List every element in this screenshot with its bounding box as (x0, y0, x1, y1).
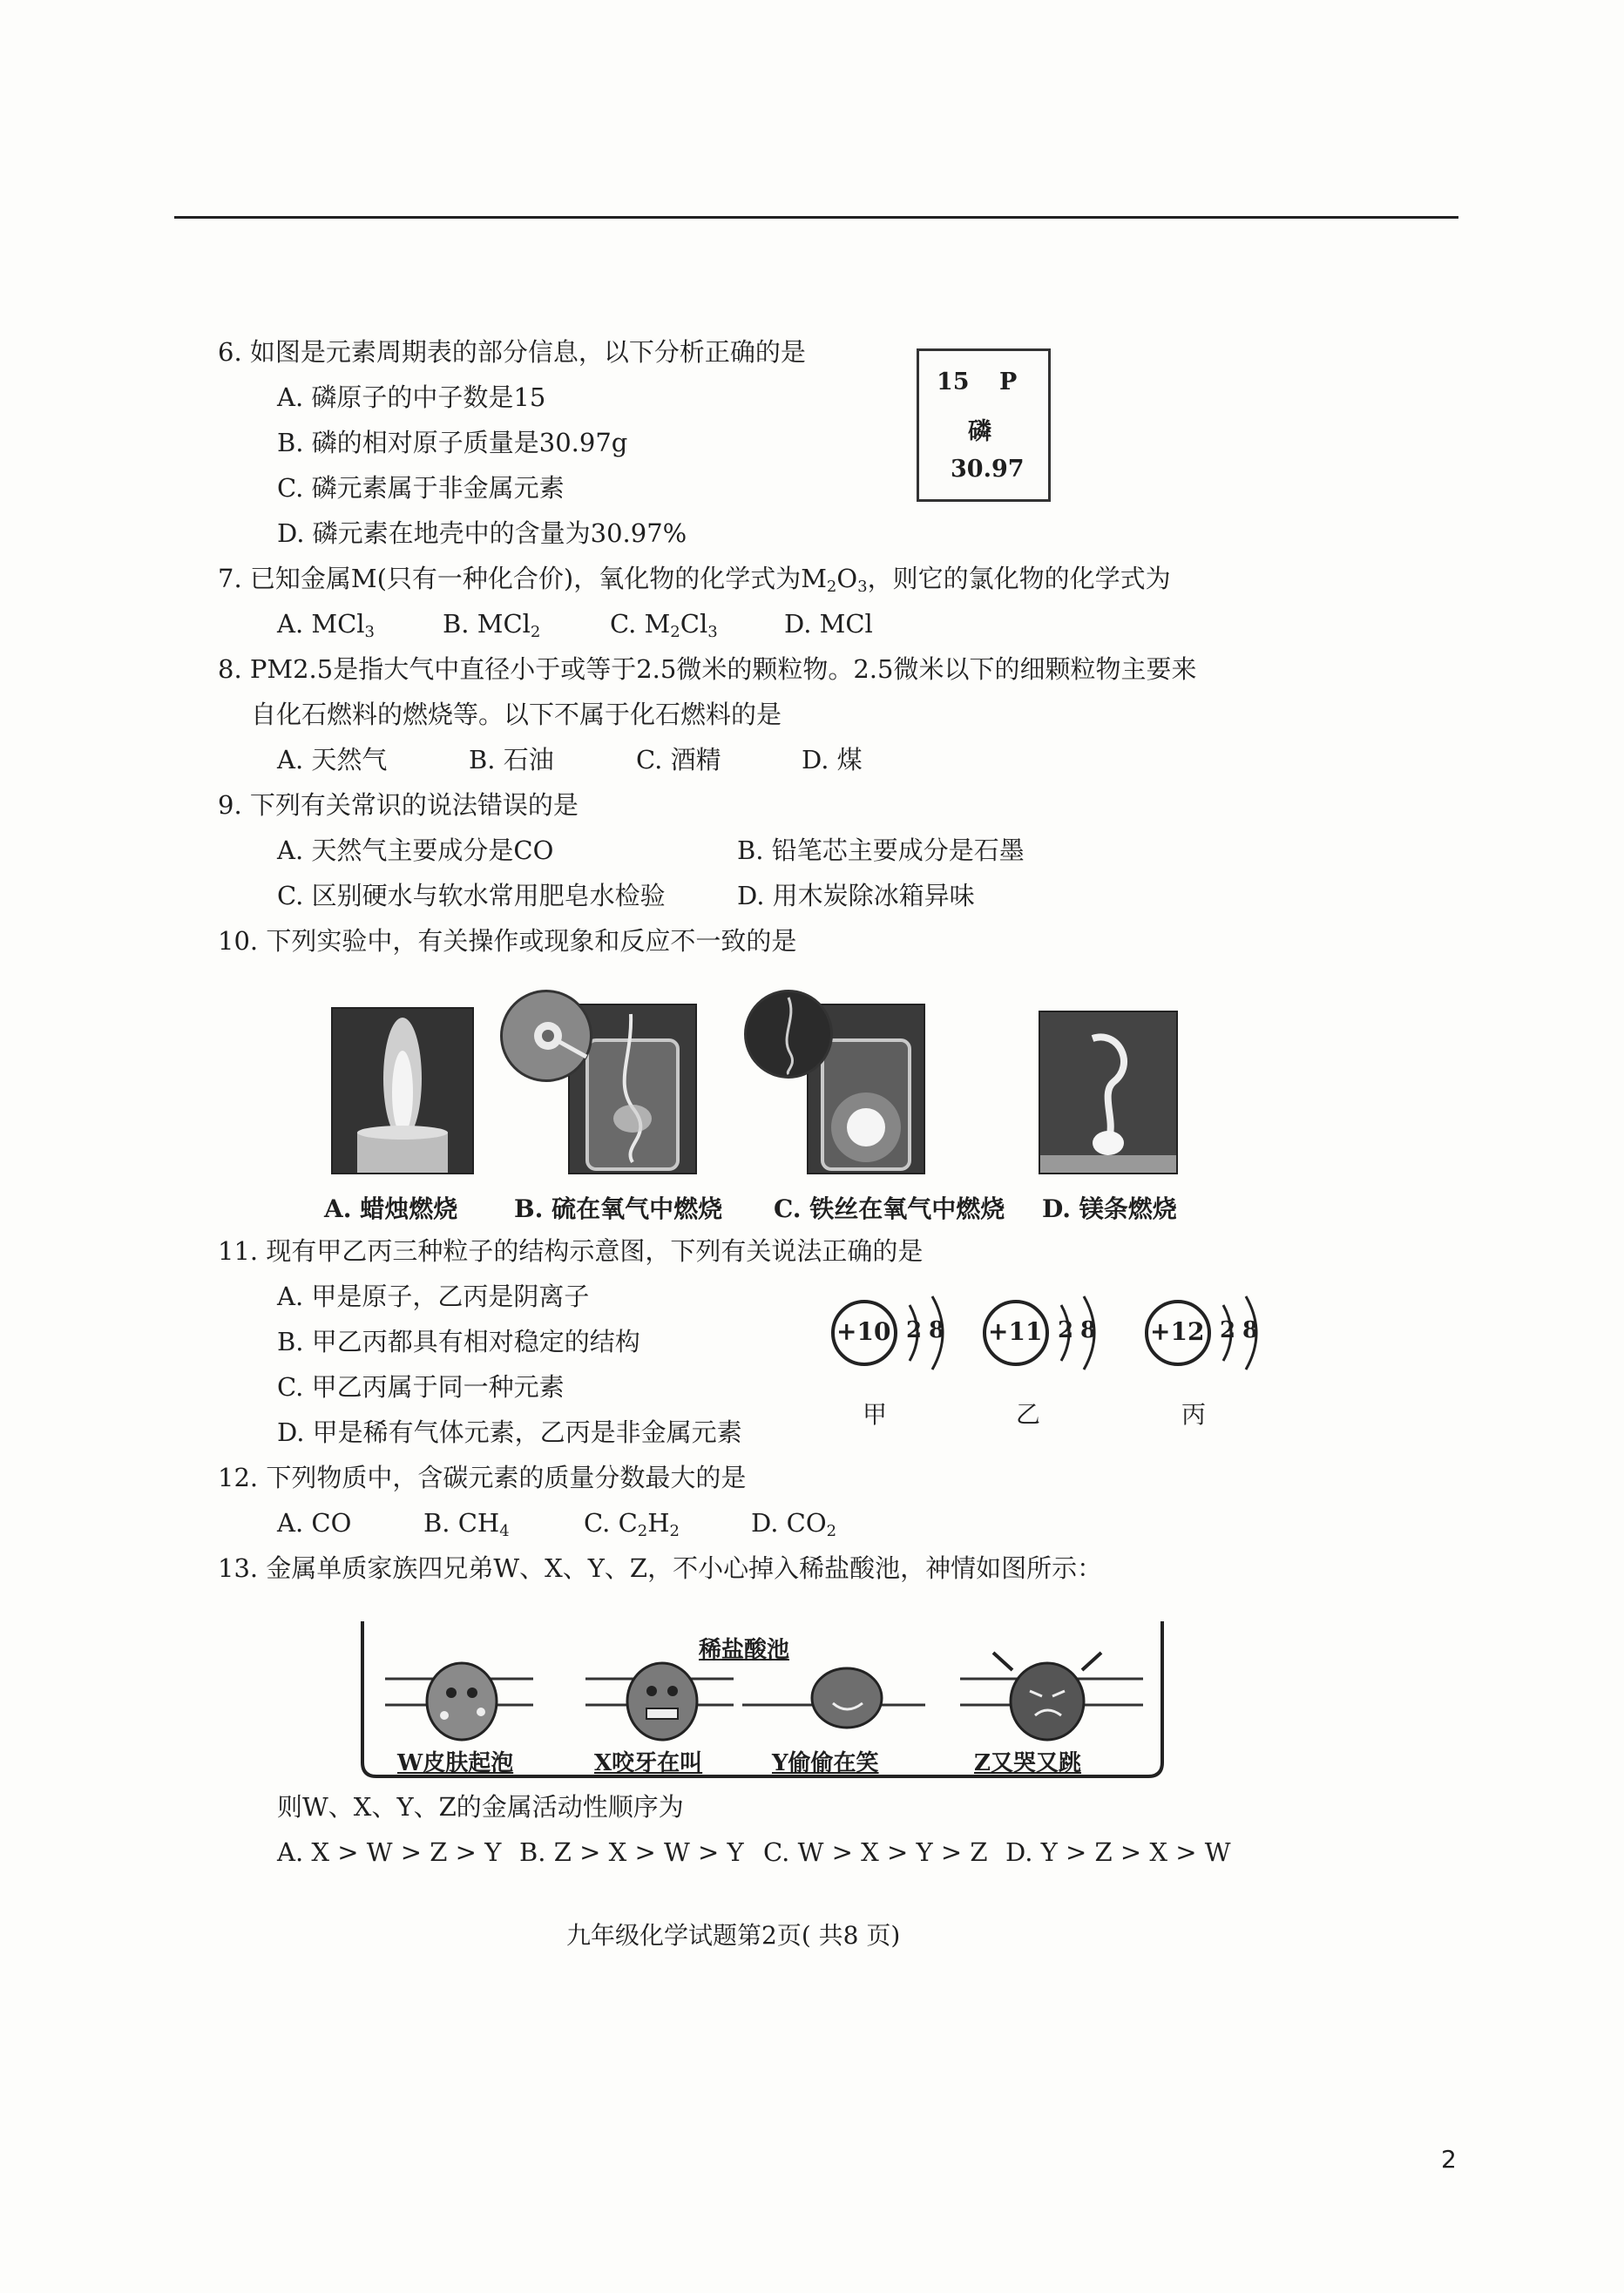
q10-caption-c: C. 铁丝在氧气中燃烧 (774, 1194, 1005, 1223)
q11-stem: 11. 现有甲乙丙三种粒子的结构示意图，下列有关说法正确的是 (218, 1236, 924, 1266)
acid-pool-figure (359, 1618, 1166, 1780)
q13-stem: 13. 金属单质家族四兄弟W、X、Y、Z，不小心掉入稀盐酸池，神情如图所示： (218, 1553, 1103, 1583)
atom-label-yi: 乙 (1016, 1400, 1041, 1429)
q8-option-b: B. 石油 (469, 745, 554, 774)
element-name: 磷 (968, 418, 991, 445)
q11-option-d: D. 甲是稀有气体元素，乙丙是非金属元素 (277, 1417, 742, 1447)
q11-option-a: A. 甲是原子，乙丙是阴离子 (277, 1282, 590, 1311)
shell2-electrons: 8 (1080, 1317, 1097, 1343)
shell-arcs-icon (979, 1289, 1127, 1411)
q7-option-a: A. MCl$_3$ (277, 609, 375, 641)
q13-option-a: A. X > W > Z > Y (277, 1837, 502, 1867)
shell-arcs-icon (1141, 1289, 1289, 1411)
q6-option-c: C. 磷元素属于非金属元素 (277, 473, 565, 503)
atom-label-jia: 甲 (863, 1400, 888, 1429)
wire-coil-icon (747, 992, 830, 1076)
shell-arcs-icon (828, 1289, 976, 1411)
periodic-table-cell (917, 348, 1051, 502)
candle-flame-icon (333, 1009, 472, 1173)
q7-stem: 7. 已知金属M(只有一种化合价)，氧化物的化学式为$M_2O_3$，则它的氯化物的化学式为 (218, 564, 1171, 596)
q9-option-c: C. 区别硬水与软水常用肥皂水检验 (277, 881, 666, 910)
candle-photo (331, 1007, 474, 1174)
shell1-electrons: 2 (1220, 1317, 1236, 1343)
atom-diagram-jia (828, 1289, 976, 1411)
q9-option-b: B. 铅笔芯主要成分是石墨 (737, 835, 1025, 865)
q13-option-c: C. W > X > Y > Z (763, 1837, 988, 1867)
q6-option-b: B. 磷的相对原子质量是30.97g (277, 428, 628, 457)
q6-stem: 6. 如图是元素周期表的部分信息，以下分析正确的是 (218, 337, 806, 367)
sulfur-inset (500, 990, 592, 1082)
q12-option-c: C. $C_2H_2$ (584, 1508, 680, 1540)
q10-caption-d: D. 镁条燃烧 (1042, 1194, 1177, 1223)
metal-label-w: W皮肤起泡 (397, 1750, 514, 1776)
q8-stem-line1: 8. PM2.5是指大气中直径小于或等于2.5微米的颗粒物。2.5微米以下的细颗粒物主要来 (218, 654, 1197, 684)
q11-option-b: B. 甲乙丙都具有相对稳定的结构 (277, 1327, 640, 1356)
q8-option-d: D. 煤 (802, 745, 863, 774)
atomic-mass: 30.97 (951, 456, 1025, 483)
metal-label-z: Z又哭又跳 (974, 1750, 1081, 1776)
q12-option-a: A. CO (277, 1508, 352, 1538)
shell1-electrons: 2 (906, 1317, 923, 1343)
page-number: 2 (1441, 2145, 1457, 2174)
atom-label-bing: 丙 (1181, 1400, 1207, 1429)
pool-label: 稀盐酸池 (699, 1637, 790, 1663)
atom-diagram-bing (1141, 1289, 1289, 1411)
q12-option-b: B. $CH_4$ (423, 1508, 510, 1540)
nucleus-charge: +10 (836, 1317, 891, 1346)
q7-option-c: C. $M_2Cl_3$ (610, 609, 718, 641)
q8-stem-line2: 自化石燃料的燃烧等。以下不属于化石燃料的是 (251, 700, 782, 729)
q10-stem: 10. 下列实验中，有关操作或现象和反应不一致的是 (218, 926, 797, 956)
q13-option-d: D. Y > Z > X > W (1005, 1837, 1231, 1867)
q11-option-c: C. 甲乙丙属于同一种元素 (277, 1372, 565, 1402)
q12-stem: 12. 下列物质中，含碳元素的质量分数最大的是 (218, 1463, 747, 1492)
q9-option-d: D. 用木炭除冰箱异味 (737, 881, 975, 910)
q13-question: 则W、X、Y、Z的金属活动性顺序为 (277, 1792, 684, 1822)
nucleus-charge: +11 (988, 1317, 1043, 1346)
q12-option-d: D. $CO_2$ (751, 1508, 837, 1540)
metal-label-y: Y偷偷在笑 (772, 1750, 879, 1776)
element-symbol: P (999, 369, 1018, 396)
metal-label-x: X咬牙在叫 (594, 1750, 703, 1776)
q9-option-a: A. 天然气主要成分是CO (277, 835, 554, 865)
shell2-electrons: 8 (1242, 1317, 1259, 1343)
shell2-electrons: 8 (929, 1317, 945, 1343)
q13-option-b: B. Z > X > W > Y (519, 1837, 744, 1867)
q7-option-d: D. MCl (784, 609, 873, 639)
page-footer: 九年级化学试题第2页( 共8 页) (566, 1921, 901, 1950)
magnesium-photo (1039, 1011, 1178, 1174)
magnesium-flame-icon (1040, 1012, 1176, 1173)
shell1-electrons: 2 (1058, 1317, 1074, 1343)
header-rule (174, 216, 1458, 219)
q10-caption-a: A. 蜡烛燃烧 (324, 1194, 458, 1223)
atom-diagram-yi (979, 1289, 1127, 1411)
iron-inset (744, 990, 833, 1079)
q6-option-d: D. 磷元素在地壳中的含量为30.97% (277, 518, 687, 548)
q10-caption-b: B. 硫在氧气中燃烧 (514, 1194, 723, 1223)
q9-stem: 9. 下列有关常识的说法错误的是 (218, 790, 579, 820)
atomic-number: 15 (937, 369, 970, 396)
q7-option-b: B. MCl$_2$ (443, 609, 541, 641)
spoon-icon (503, 992, 590, 1079)
q6-option-a: A. 磷原子的中子数是15 (277, 382, 546, 412)
q8-option-c: C. 酒精 (636, 745, 721, 774)
nucleus-charge: +12 (1150, 1317, 1205, 1346)
q8-option-a: A. 天然气 (277, 745, 388, 774)
